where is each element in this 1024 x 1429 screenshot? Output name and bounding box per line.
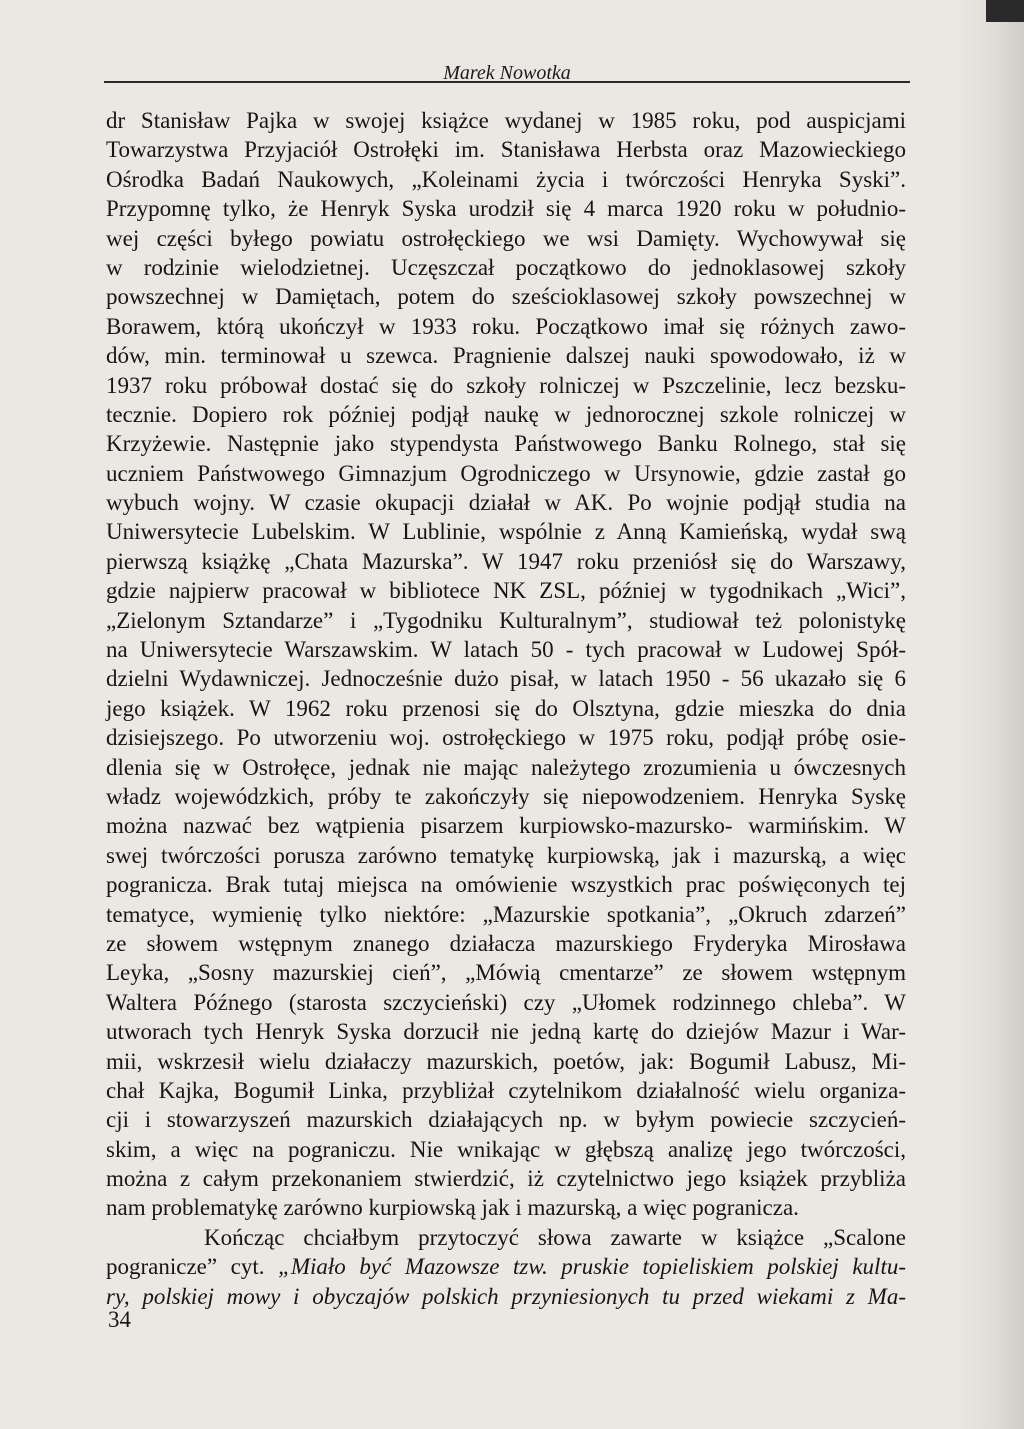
text-line: nam problematykę zarówno kurpiowską jak i mazurską, a więc pogranicza. xyxy=(106,1195,799,1221)
text-line: 1937 roku próbował dostać się do szkoły rolniczej w Pszczelinie, lecz bezsku- xyxy=(106,372,906,398)
text-line: gdzie najpierw pracował w bibliotece NK ZSL, później w tygodnikach „Wici”, xyxy=(106,578,906,604)
text-line: pierwszą książkę „Chata Mazurska”. W 1947 roku przeniósł się do Warszawy, xyxy=(106,548,906,574)
text-line: można nazwać bez wątpienia pisarzem kurpiowsko-mazursko- warmińskim. W xyxy=(106,813,906,839)
running-head: Marek Nowotka xyxy=(443,62,571,84)
text-line: Kończąc chciałbym przytoczyć słowa zawarte w książce „Scalone xyxy=(204,1224,906,1250)
text-line: Przypomnę tylko, że Henryk Syska urodził się 4 marca 1920 roku w południo- xyxy=(106,196,906,222)
text-line: dów, min. terminował u szewca. Pragnienie dalszej nauki spowodowało, iż w xyxy=(106,343,906,369)
text-line: tematyce, wymienię tylko niektóre: „Mazurskie spotkania”, „Okruch zdarzeń” xyxy=(106,901,906,927)
text-line: pogranicza. Brak tutaj miejsca na omówienie wszystkich prac poświęconych tej xyxy=(106,872,906,898)
text-line: można z całym przekonaniem stwierdzić, iż czytelnictwo jego książek przybliża xyxy=(106,1166,906,1192)
text-line: Borawem, którą ukończył w 1933 roku. Początkowo imał się różnych zawo- xyxy=(106,313,906,339)
paragraph-1 xyxy=(106,106,906,1223)
text-line: w rodzinie wielodzietnej. Uczęszczał początkowo do jednoklasowej szkoły xyxy=(106,254,906,280)
text-line: Uniwersytecie Lubelskim. W Lublinie, wspólnie z Anną Kamieńską, wydał swą xyxy=(106,519,906,545)
text-line: „Zielonym Sztandarze” i „Tygodniku Kulturalnym”, studiował też polonistykę xyxy=(106,607,906,633)
body-text xyxy=(106,106,906,1311)
text-line: wybuch wojny. W czasie okupacji działał w AK. Po wojnie podjął studia na xyxy=(106,490,906,516)
text-line: Leyka, „Sosny mazurskiej cień”, „Mówią cmentarze” ze słowem wstępnym xyxy=(106,960,906,986)
text-line: skim, a więc na pograniczu. Nie wnikając w głębszą analizę jego twórczości, xyxy=(106,1136,906,1162)
text-line: wej części byłego powiatu ostrołęckiego we wsi Damięty. Wychowywał się xyxy=(106,225,906,251)
text-line: utworach tych Henryk Syska dorzucił nie jedną kartę do dziejów Mazur i War- xyxy=(106,1019,906,1045)
page-number: 34 xyxy=(108,1307,131,1332)
text-line: uczniem Państwowego Gimnazjum Ogrodniczego w Ursynowie, gdzie zastał go xyxy=(106,460,906,486)
text-line: swej twórczości porusza zarówno tematykę kurpiowską, jak i mazurską, a więc xyxy=(106,842,906,868)
text-line xyxy=(106,1252,906,1281)
text-line: jego książek. W 1962 roku przenosi się do Olsztyna, gdzie mieszka do dnia xyxy=(106,695,906,721)
text-line: ze słowem wstępnym znanego działacza mazurskiego Fryderyka Mirosława xyxy=(106,930,906,956)
text-line: dr Stanisław Pajka w swojej książce wydanej w 1985 roku, pod auspicjami xyxy=(106,108,906,133)
text-line: na Uniwersytecie Warszawskim. W latach 50 - tych pracował w Ludowej Spół- xyxy=(106,637,906,663)
scan-shadow-edge xyxy=(954,0,1024,1429)
quote-segment: ry, polskiej mowy i obyczajów polskich przyniesionych tu przed wiekami z Ma- xyxy=(106,1283,906,1309)
text-line: dzielni Wydawniczej. Jednocześnie dużo pisał, w latach 1950 - 56 ukazało się 6 xyxy=(106,666,906,692)
header-rule xyxy=(104,81,910,83)
paragraph-2 xyxy=(106,1223,906,1311)
text-line xyxy=(106,1282,906,1311)
text-line: Krzyżewie. Następnie jako stypendysta Państwowego Banku Rolnego, stał się xyxy=(106,431,906,457)
text-segment: pogranicze” cyt. xyxy=(106,1254,279,1280)
text-line: Waltera Późnego (starosta szczycieński) czy „Ułomek rodzinnego chleba”. W xyxy=(106,989,906,1015)
quote-segment: „Miało być Mazowsze tzw. pruskie topieliskiem polskiej kultu- xyxy=(278,1254,906,1280)
text-line: Towarzystwa Przyjaciół Ostrołęki im. Stanisława Herbsta oraz Mazowieckiego xyxy=(106,137,906,163)
text-line: powszechnej w Damiętach, potem do sześcioklasowej szkoły powszechnej w xyxy=(106,284,906,310)
text-line: Ośrodka Badań Naukowych, „Koleinami życia i twórczości Henryka Syski”. xyxy=(106,166,906,192)
text-line: dlenia się w Ostrołęce, jednak nie mając należytego zrozumienia u ówczesnych xyxy=(106,754,906,780)
text-line: dzisiejszego. Po utworzeniu woj. ostrołęckiego w 1975 roku, podjął próbę osie- xyxy=(106,725,906,751)
text-line: chał Kajka, Bogumił Linka, przybliżał czytelnikom działalność wielu organiza- xyxy=(106,1077,906,1103)
text-line: tecznie. Dopiero rok później podjął naukę w jednorocznej szkole rolniczej w xyxy=(106,401,906,427)
text-line: władz wojewódzkich, próby te zakończyły się niepowodzeniem. Henryka Syskę xyxy=(106,783,906,809)
text-line: mii, wskrzesił wielu działaczy mazurskich, poetów, jak: Bogumił Labusz, Mi- xyxy=(106,1048,906,1074)
scan-dark-corner xyxy=(986,0,1024,22)
text-line: cji i stowarzyszeń mazurskich działających np. w byłym powiecie szczycień- xyxy=(106,1107,906,1133)
